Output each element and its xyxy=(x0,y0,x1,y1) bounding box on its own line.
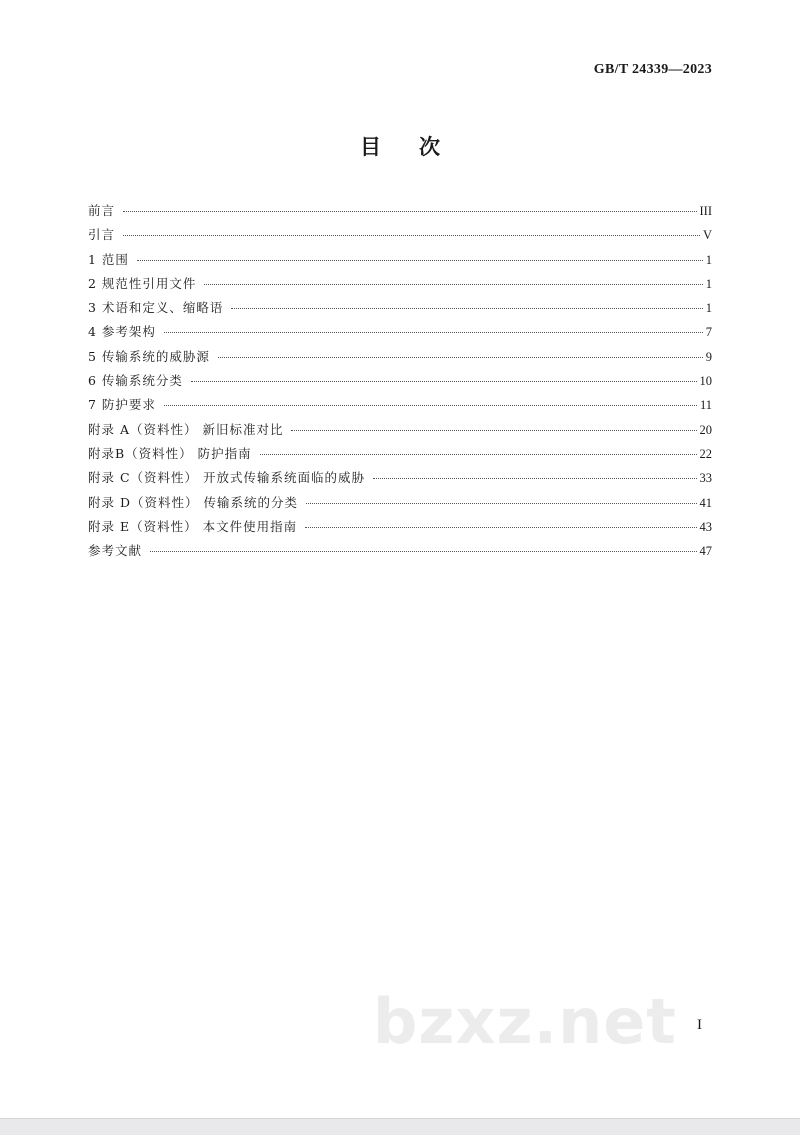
toc-entry-page: 11 xyxy=(699,398,712,413)
toc-entry[interactable] xyxy=(88,275,712,299)
toc-leader-dots xyxy=(123,235,700,236)
toc-leader-dots xyxy=(123,211,696,212)
toc-entry-page: V xyxy=(702,228,712,243)
toc-entry[interactable] xyxy=(88,348,712,372)
toc-entry-label: 7 防护要求 xyxy=(88,397,156,413)
toc-entry-label: 2 规范性引用文件 xyxy=(88,275,197,291)
toc-entry-page: 1 xyxy=(705,252,712,267)
toc-leader-dots xyxy=(150,551,696,552)
toc-entry-page: 1 xyxy=(705,301,712,316)
watermark-text: bzxz.net xyxy=(373,985,677,1058)
toc-entry-page: 41 xyxy=(699,495,712,510)
toc-entry-label: 6 传输系统分类 xyxy=(88,373,183,389)
toc-entry-label: 3 术语和定义、缩略语 xyxy=(88,300,224,316)
page-number: I xyxy=(697,1017,702,1033)
toc-entry-label: 附录 A（资料性） 新旧标准对比 xyxy=(88,421,284,437)
toc-leader-dots xyxy=(218,357,703,358)
toc-leader-dots xyxy=(164,405,697,406)
toc-entry[interactable] xyxy=(88,421,712,445)
toc-entry[interactable] xyxy=(88,445,712,469)
toc-entry-page: 47 xyxy=(699,544,712,559)
table-of-contents xyxy=(88,202,712,566)
toc-entry-page: 10 xyxy=(699,374,712,389)
toc-entry-label: 参考文献 xyxy=(88,543,143,559)
toc-leader-dots xyxy=(164,332,703,333)
toc-leader-dots xyxy=(373,478,696,479)
toc-entry[interactable] xyxy=(88,226,712,250)
toc-entry-label: 引言 xyxy=(88,227,116,243)
toc-entry[interactable] xyxy=(88,469,712,493)
toc-entry-page: 7 xyxy=(705,325,712,340)
toc-entry[interactable] xyxy=(88,202,712,226)
toc-leader-dots xyxy=(231,308,702,309)
toc-entry[interactable] xyxy=(88,542,712,566)
toc-entry-page: III xyxy=(699,204,712,218)
viewer-bottom-strip xyxy=(0,1118,800,1135)
toc-entry[interactable] xyxy=(88,518,712,542)
toc-entry-page: 20 xyxy=(699,422,712,437)
toc-entry-label: 附录 D（资料性） 传输系统的分类 xyxy=(88,494,298,510)
toc-entry-label: 5 传输系统的威胁源 xyxy=(88,348,210,364)
toc-leader-dots xyxy=(291,430,696,431)
standard-number: GB/T 24339—2023 xyxy=(593,62,712,77)
toc-entry-page: 22 xyxy=(699,446,712,461)
toc-entry-label: 附录B（资料性） 防护指南 xyxy=(88,445,252,461)
toc-leader-dots xyxy=(191,381,697,382)
toc-entry-page: 43 xyxy=(699,519,712,534)
toc-entry[interactable] xyxy=(88,396,712,420)
toc-leader-dots xyxy=(204,284,702,285)
toc-entry-page: 33 xyxy=(699,471,712,486)
toc-entry-label: 前言 xyxy=(88,203,116,218)
toc-leader-dots xyxy=(137,260,703,261)
toc-entry[interactable] xyxy=(88,372,712,396)
toc-leader-dots xyxy=(305,527,696,528)
toc-title: 目次 xyxy=(360,134,478,159)
toc-entry[interactable] xyxy=(88,323,712,347)
toc-entry[interactable] xyxy=(88,494,712,518)
toc-leader-dots xyxy=(260,454,697,455)
toc-entry-label: 附录 C（资料性） 开放式传输系统面临的威胁 xyxy=(88,470,366,486)
toc-entry-label: 附录 E（资料性） 本文件使用指南 xyxy=(88,518,298,534)
toc-entry-page: 9 xyxy=(705,349,712,364)
toc-entry-label: 1 范围 xyxy=(88,251,129,267)
toc-entry[interactable] xyxy=(88,251,712,275)
toc-leader-dots xyxy=(306,503,697,504)
toc-entry-page: 1 xyxy=(705,276,712,291)
toc-entry[interactable] xyxy=(88,299,712,323)
toc-entry-label: 4 参考架构 xyxy=(88,324,156,340)
